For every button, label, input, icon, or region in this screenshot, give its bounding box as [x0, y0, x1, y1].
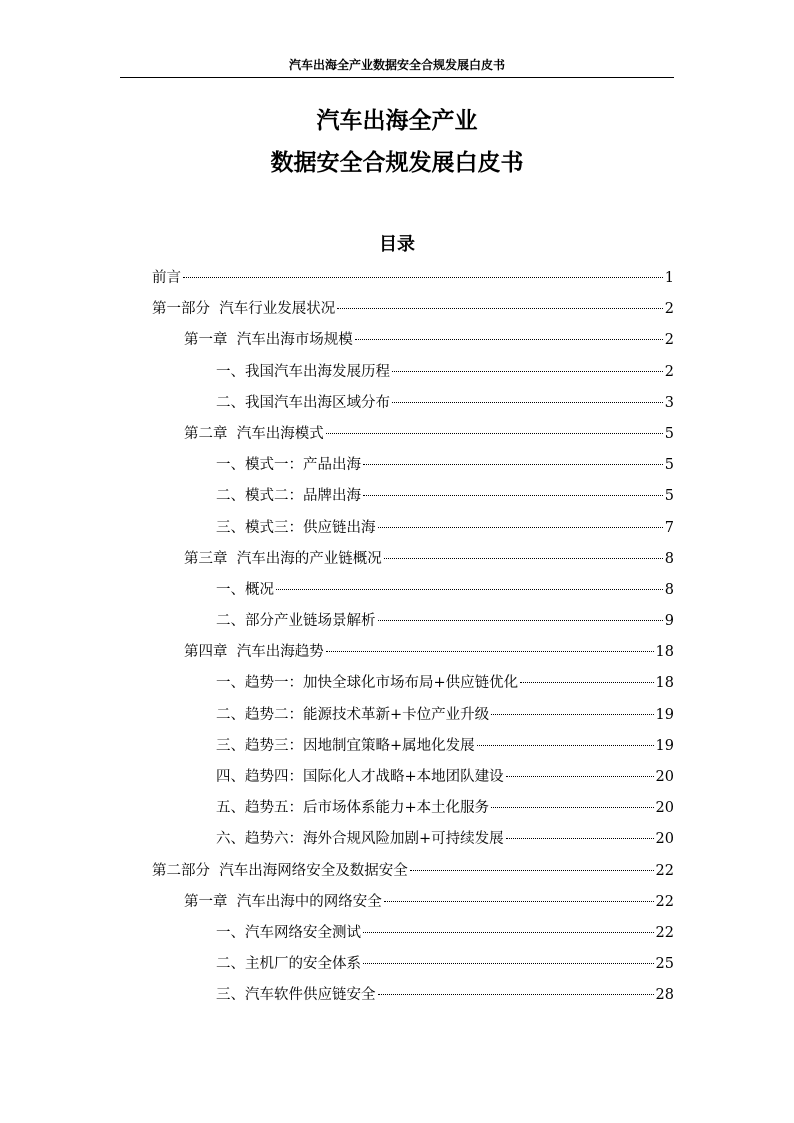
toc-entry-label: 第一章 汽车出海市场规模 — [184, 332, 353, 349]
toc-entry-label: 第一部分 汽车行业发展状况 — [152, 301, 336, 318]
toc-dot-leader — [363, 963, 654, 964]
toc-entry-page-number: 18 — [655, 675, 674, 692]
toc-dot-leader — [326, 651, 654, 652]
toc-dot-leader — [491, 714, 653, 715]
toc-heading: 目录 — [379, 234, 415, 255]
toc-entry[interactable] — [152, 266, 674, 297]
toc-dot-leader — [363, 495, 663, 496]
toc-entry-label: 四、趋势四：国际化人才战略+本地团队建设 — [216, 769, 504, 785]
toc-entry-page-number: 1 — [664, 270, 674, 286]
toc-entry-page-number: 2 — [664, 332, 674, 349]
toc-entry[interactable] — [152, 952, 674, 983]
toc-entry-page-number: 9 — [664, 613, 674, 630]
toc-entry-label: 五、趋势五：后市场体系能力+本土化服务 — [216, 800, 490, 817]
toc-entry-page-number: 5 — [664, 425, 674, 442]
toc-entry-page-number: 3 — [664, 394, 674, 411]
toc-dot-leader — [491, 807, 653, 808]
toc-dot-leader — [392, 402, 663, 403]
toc-entry-page-number: 28 — [655, 987, 674, 1004]
toc-entry-label: 第一章 汽车出海中的网络安全 — [184, 893, 382, 910]
toc-entry[interactable] — [152, 859, 674, 890]
toc-entry[interactable] — [152, 328, 674, 359]
table-of-contents — [152, 266, 674, 1015]
toc-entry[interactable] — [152, 547, 674, 578]
toc-entry-page-number: 19 — [655, 737, 674, 754]
toc-entry-label: 三、趋势三：因地制宜策略+属地化发展 — [216, 737, 475, 754]
toc-entry[interactable] — [152, 890, 674, 921]
toc-entry-label: 第二章 汽车出海模式 — [184, 425, 324, 442]
toc-entry-page-number: 5 — [664, 457, 674, 474]
toc-entry[interactable] — [152, 921, 674, 952]
toc-dot-leader — [363, 464, 663, 465]
toc-entry-label: 一、趋势一：加快全球化市场布局+供应链优化 — [216, 675, 519, 692]
toc-entry-page-number: 18 — [655, 644, 674, 661]
toc-entry-page-number: 8 — [664, 550, 674, 567]
toc-entry-label: 二、趋势二：能源技术革新+卡位产业升级 — [216, 706, 490, 723]
toc-entry[interactable] — [152, 796, 674, 827]
toc-dot-leader — [326, 433, 663, 434]
toc-dot-leader — [363, 932, 654, 933]
toc-entry-label: 二、主机厂的安全体系 — [216, 956, 361, 973]
toc-entry-label: 三、汽车软件供应链安全 — [216, 987, 376, 1004]
toc-dot-leader — [337, 308, 663, 309]
toc-entry[interactable] — [152, 516, 674, 547]
toc-entry[interactable] — [152, 703, 674, 734]
toc-entry[interactable] — [152, 827, 674, 858]
toc-entry[interactable] — [152, 640, 674, 671]
toc-entry[interactable] — [152, 609, 674, 640]
toc-dot-leader — [183, 277, 663, 278]
document-title-line1: 汽车出海全产业 — [316, 108, 478, 134]
toc-dot-leader — [384, 558, 663, 559]
toc-dot-leader — [506, 776, 654, 777]
toc-entry[interactable] — [152, 671, 674, 702]
toc-dot-leader — [355, 339, 663, 340]
toc-entry-page-number: 22 — [655, 893, 674, 910]
toc-entry-page-number: 8 — [664, 581, 674, 598]
toc-entry-page-number: 2 — [664, 301, 674, 318]
toc-entry-label: 一、汽车网络安全测试 — [216, 924, 361, 941]
toc-entry-page-number: 20 — [655, 769, 674, 785]
running-header: 汽车出海全产业数据安全合规发展白皮书 — [288, 58, 505, 72]
toc-dot-leader — [378, 994, 654, 995]
toc-entry-label: 一、概况 — [216, 581, 274, 598]
toc-entry-label: 二、部分产业链场景解析 — [216, 613, 376, 630]
toc-dot-leader — [378, 527, 663, 528]
toc-dot-leader — [410, 870, 654, 871]
toc-entry-label: 二、模式二：品牌出海 — [216, 488, 361, 505]
toc-entry[interactable] — [152, 297, 674, 328]
toc-entry-label: 一、我国汽车出海发展历程 — [216, 363, 390, 380]
toc-entry-label: 三、模式三：供应链出海 — [216, 519, 376, 536]
toc-entry-page-number: 7 — [664, 519, 674, 536]
toc-entry[interactable] — [152, 453, 674, 484]
toc-dot-leader — [477, 745, 654, 746]
toc-entry-label: 前言 — [152, 270, 181, 286]
toc-entry-page-number: 22 — [655, 862, 674, 879]
toc-entry-label: 一、模式一：产品出海 — [216, 457, 361, 474]
toc-entry[interactable] — [152, 391, 674, 422]
toc-entry-page-number: 22 — [655, 924, 674, 941]
toc-dot-leader — [384, 901, 654, 902]
toc-entry-page-number: 19 — [655, 706, 674, 723]
toc-entry[interactable] — [152, 734, 674, 765]
document-title-line2: 数据安全合规发展白皮书 — [270, 150, 524, 176]
toc-dot-leader — [378, 620, 663, 621]
toc-entry-label: 六、趋势六：海外合规风险加剧+可持续发展 — [216, 831, 504, 848]
toc-entry[interactable] — [152, 422, 674, 453]
toc-entry[interactable] — [152, 983, 674, 1014]
toc-entry[interactable] — [152, 578, 674, 609]
toc-entry-page-number: 25 — [655, 956, 674, 973]
toc-entry[interactable] — [152, 360, 674, 391]
toc-entry[interactable] — [152, 484, 674, 515]
toc-entry-page-number: 20 — [655, 800, 674, 817]
toc-entry-label: 二、我国汽车出海区域分布 — [216, 394, 390, 411]
toc-entry-page-number: 20 — [655, 831, 674, 848]
toc-dot-leader — [392, 371, 663, 372]
toc-entry-label: 第二部分 汽车出海网络安全及数据安全 — [152, 862, 408, 879]
toc-entry-label: 第四章 汽车出海趋势 — [184, 644, 324, 661]
toc-entry[interactable] — [152, 765, 674, 796]
toc-dot-leader — [506, 838, 654, 839]
toc-entry-page-number: 2 — [664, 363, 674, 380]
header-rule — [120, 77, 674, 78]
toc-dot-leader — [520, 682, 653, 683]
toc-entry-label: 第三章 汽车出海的产业链概况 — [184, 550, 382, 567]
toc-entry-page-number: 5 — [664, 488, 674, 505]
toc-dot-leader — [276, 589, 663, 590]
